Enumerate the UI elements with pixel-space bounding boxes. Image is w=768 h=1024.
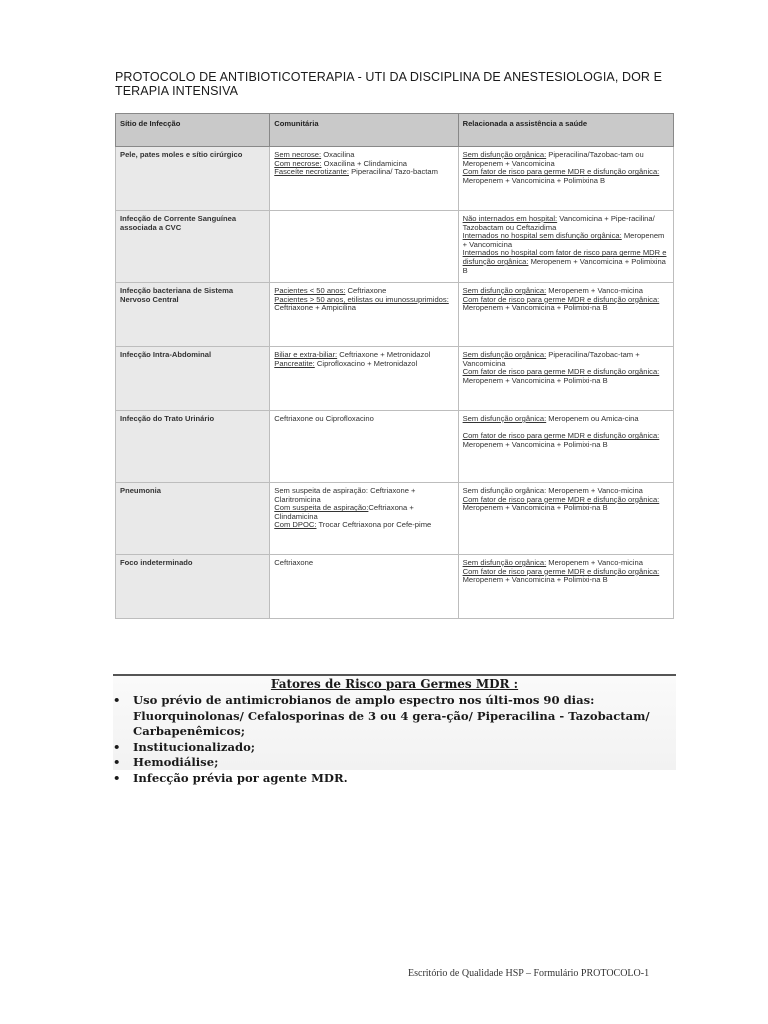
cell-community bbox=[270, 211, 458, 283]
entry-text: Ceftriaxone bbox=[274, 558, 314, 567]
cell-site: Pele, pates moles e sítio cirúrgico bbox=[116, 147, 270, 211]
entry-label: Fasceíte necrotizante: bbox=[274, 167, 349, 177]
bullet-icon: • bbox=[113, 770, 121, 785]
entry-text: Oxacilina + Clindamicina bbox=[321, 158, 408, 168]
list-item bbox=[113, 771, 676, 787]
hospital-entry bbox=[463, 432, 669, 449]
page-footer: Escritório de Qualidade HSP – Formulário PROTOCOLO-1 bbox=[408, 968, 650, 979]
entry-text: Meropenem + Vancomicina + Polimixi-na B bbox=[462, 575, 608, 585]
cell-site: Infecção bacteriana de Sistema Nervoso Central bbox=[116, 283, 270, 347]
cell-hospital bbox=[458, 147, 673, 211]
entry-label: Com fator de risco para germe MDR e disfunção orgânica: bbox=[462, 294, 660, 304]
entry-text: Ceftriaxone + Ampicilina bbox=[274, 303, 356, 313]
risk-factor-text: Infecção prévia por agente MDR. bbox=[133, 770, 348, 785]
cell-community bbox=[270, 347, 458, 411]
entry-text: Meropenem + Vancomicina bbox=[462, 231, 665, 249]
risk-factors-list bbox=[113, 693, 676, 787]
entry-text: Meropenem ou Amica-cina bbox=[546, 414, 639, 423]
entry-text: Ceftriaxona + Clindamicina bbox=[274, 503, 414, 521]
header-site: Sítio de Infecção bbox=[116, 114, 270, 147]
entry-text: Meropenem + Vancomicina + Polimixi-na B bbox=[462, 439, 608, 449]
cell-community bbox=[270, 411, 458, 483]
entry-text: Piperacilina/Tazobac-tam + Vancomicina bbox=[462, 350, 640, 368]
cell-site: Infecção Intra-Abdominal bbox=[116, 347, 270, 411]
table-body bbox=[116, 147, 674, 619]
community-entry bbox=[274, 168, 453, 177]
community-entry bbox=[274, 415, 453, 424]
risk-factors-title: Fatores de Risco para Germes MDR : bbox=[270, 677, 519, 691]
entry-label: Biliar e extra-biliar: bbox=[274, 350, 338, 359]
cell-hospital bbox=[458, 283, 673, 347]
community-entry bbox=[274, 504, 453, 521]
cell-hospital bbox=[458, 211, 673, 283]
entry-label: Sem disfunção orgânica: bbox=[462, 150, 547, 159]
hospital-entry bbox=[463, 296, 669, 313]
entry-label: Sem necrose: bbox=[274, 150, 322, 159]
entry-label: Sem disfunção orgânica: bbox=[462, 414, 547, 423]
list-item bbox=[113, 693, 676, 740]
cell-site: Pneumonia bbox=[116, 483, 270, 555]
entry-label: Sem disfunção orgânica: bbox=[462, 286, 547, 295]
document-title bbox=[115, 70, 675, 98]
header-hospital: Relacionada a assistência a saúde bbox=[458, 114, 673, 147]
entry-label: Pacientes < 50 anos: bbox=[274, 286, 346, 295]
table-header-row bbox=[116, 114, 674, 147]
cell-hospital bbox=[458, 555, 673, 619]
entry-text: Piperacilina/Tazobac-tam ou Meropenem + Vancomicina bbox=[462, 150, 644, 168]
entry-label: Não internados em hospital: bbox=[462, 214, 558, 223]
entry-label: Com necrose: bbox=[274, 158, 322, 168]
entry-label: Sem disfunção orgânica: bbox=[462, 350, 547, 359]
entry-label: Com fator de risco para germe MDR e disfunção orgânica: bbox=[462, 431, 660, 441]
entry-label: Pacientes > 50 anos, etilistas ou imunossuprimidos: bbox=[274, 294, 449, 304]
entry-label: Com fator de risco para germe MDR e disfunção orgânica: bbox=[462, 367, 660, 377]
entry-label: Com fator de risco para germe MDR e disfunção orgânica: bbox=[462, 566, 660, 576]
entry-label: Com DPOC: bbox=[274, 520, 317, 530]
list-item bbox=[113, 755, 676, 771]
list-item bbox=[113, 740, 676, 756]
entry-label: Com fator de risco para germe MDR e disfunção orgânica: bbox=[462, 167, 660, 177]
antibiotic-protocol-table bbox=[115, 113, 674, 619]
cell-site: Foco indeterminado bbox=[116, 555, 270, 619]
entry-text: Ciprofloxacino + Metronidazol bbox=[314, 358, 418, 368]
entry-text: Ceftriaxone ou Ciprofloxacino bbox=[274, 414, 374, 423]
table-row bbox=[116, 283, 674, 347]
cell-community bbox=[270, 555, 458, 619]
entry-text: Sem suspeita de aspiração: Ceftriaxone + Claritromicina bbox=[274, 486, 416, 504]
cell-site: Infecção de Corrente Sanguínea associada a CVC bbox=[116, 211, 270, 283]
hospital-entry bbox=[463, 351, 669, 368]
cell-community bbox=[270, 147, 458, 211]
table-row bbox=[116, 483, 674, 555]
risk-factor-text: Uso prévio de antimicrobianos de amplo espectro nos últi-mos 90 dias: Fluorquinolonas/ Cefalosporinas de 3 ou 4 gera-ção/ Piperacilina - Tazobactam/ Carbapenêmicos; bbox=[133, 693, 650, 739]
community-entry bbox=[274, 521, 453, 530]
header-community: Comunitária bbox=[270, 114, 458, 147]
hospital-entry bbox=[463, 568, 669, 585]
hospital-entry bbox=[463, 415, 669, 424]
entry-label: Internados no hospital sem disfunção orgânica: bbox=[462, 231, 622, 241]
community-entry bbox=[274, 360, 453, 369]
entry-text: Sem disfunção orgânica: Meropenem + Vanco-micina bbox=[462, 486, 643, 495]
entry-text: Oxacilina bbox=[321, 150, 355, 159]
cell-hospital bbox=[458, 483, 673, 555]
community-entry bbox=[274, 296, 453, 313]
entry-label: Internados no hospital com fator de risco para germe MDR e disfunção orgânica: bbox=[462, 248, 667, 266]
risk-factor-text: Hemodiálise; bbox=[133, 755, 219, 770]
bullet-icon: • bbox=[113, 693, 121, 707]
entry-text: Meropenem + Vancomicina + Polimixi-na B bbox=[462, 503, 608, 513]
entry-text: Vancomicina + Pipe-racilina/ Tazobactam ou Ceftazidima bbox=[462, 214, 655, 232]
hospital-entry bbox=[463, 496, 669, 513]
entry-label: Pancreatite: bbox=[274, 358, 315, 368]
bullet-icon: • bbox=[113, 739, 121, 754]
table-row bbox=[116, 347, 674, 411]
cell-community bbox=[270, 283, 458, 347]
table-row bbox=[116, 555, 674, 619]
hospital-entry bbox=[463, 232, 669, 249]
entry-text: Ceftriaxone bbox=[345, 286, 387, 295]
entry-text: Meropenem + Vancomicina + Polimixina B bbox=[462, 175, 606, 185]
title-line-1: PROTOCOLO DE ANTIBIOTICOTERAPIA - UTI DA DISCIPLINA DE ANESTESIOLOGIA, DOR E bbox=[115, 70, 663, 84]
hospital-entry bbox=[463, 215, 669, 232]
hospital-entry bbox=[463, 168, 669, 185]
entry-text: Meropenem + Vancomicina + Polimixi-na B bbox=[462, 303, 608, 313]
table-row bbox=[116, 211, 674, 283]
table-row bbox=[116, 411, 674, 483]
cell-community bbox=[270, 483, 458, 555]
bullet-icon: • bbox=[113, 755, 121, 770]
entry-text: Trocar Ceftriaxona por Cefe-pime bbox=[316, 520, 432, 530]
hospital-entry bbox=[463, 249, 669, 275]
cell-hospital bbox=[458, 411, 673, 483]
community-entry bbox=[274, 559, 453, 568]
cell-hospital bbox=[458, 347, 673, 411]
entry-text: Ceftriaxone + Metronidazol bbox=[337, 350, 431, 359]
entry-label: Sem disfunção orgânica: bbox=[462, 558, 547, 567]
entry-text: Meropenem + Vanco-micina bbox=[546, 558, 643, 567]
community-entry bbox=[274, 487, 453, 504]
hospital-entry bbox=[463, 151, 669, 168]
cell-site: Infecção do Trato Urinário bbox=[116, 411, 270, 483]
title-line-2: TERAPIA INTENSIVA bbox=[115, 84, 239, 98]
mdr-risk-factors-box bbox=[113, 674, 676, 785]
hospital-entry bbox=[463, 368, 669, 385]
entry-text: Meropenem + Vancomicina + Polimixina B bbox=[462, 256, 666, 275]
entry-text: Piperacilina/ Tazo-bactam bbox=[348, 167, 438, 177]
risk-factor-text: Institucionalizado; bbox=[133, 739, 256, 754]
entry-label: Com fator de risco para germe MDR e disfunção orgânica: bbox=[462, 494, 660, 504]
entry-text: Meropenem + Vancomicina + Polimixi-na B bbox=[462, 375, 608, 385]
table-row bbox=[116, 147, 674, 211]
entry-label: Com suspeita de aspiração: bbox=[274, 503, 369, 513]
entry-text: Meropenem + Vanco-micina bbox=[546, 286, 643, 295]
